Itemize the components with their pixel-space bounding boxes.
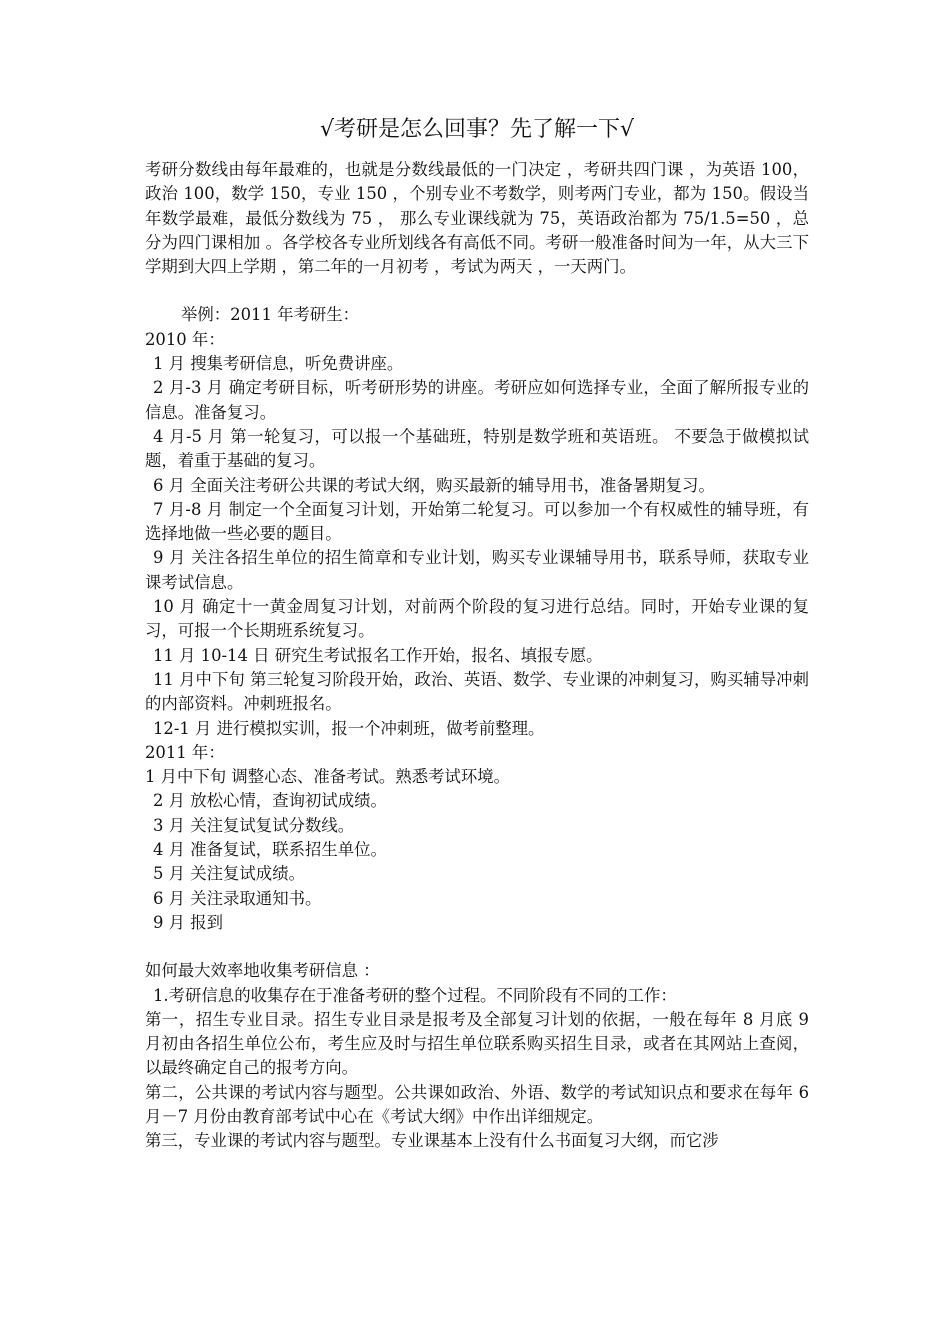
timeline-2011-item: 9 月 报到: [153, 912, 224, 932]
collect-point: 1.考研信息的收集存在于准备考研的整个过程。不同阶段有不同的工作：: [153, 985, 677, 1005]
timeline-2010-item: 1 月 搜集考研信息，听免费讲座。: [153, 354, 404, 374]
intro-paragraph: 考研分数线由每年最难的，也就是分数线最低的一门决定 ，考研共四门课 ，为英语 100，政治 100，数学 150，专业 150 ，个别专业不考数学，则考两门专业，都为 150。假设当年数学最难，最低分数线为 75 ， 那么专业课线就为 75，英语政治都为 75/1.5=50 ，总分为四门课相加 。各学校各专业所划线各有高低不同。考研一般准备时间为一年，从大三下学期到大四上学期 ，第二年的一月初考 ，考试为两天 ，一天两门。: [145, 160, 809, 277]
example-heading: 举例：2011 年考研生：: [181, 305, 360, 325]
timeline-2010-item: 6 月 全面关注考研公共课的考试大纲，购买最新的辅导用书，准备暑期复习。: [153, 475, 715, 495]
timeline-2011-item: 1 月中下旬 调整心态、准备考试。熟悉考试环境。: [145, 767, 511, 787]
timeline-2010-item: 11 月中下旬 第三轮复习阶段开始，政治、英语、数学、专业课的冲刺复习，购买辅导冲刺的内部资料。冲刺班报名。: [145, 669, 809, 714]
timeline-2011-item: 2 月 放松心情，查询初试成绩。: [153, 791, 387, 811]
collect-paragraph: 第三，专业课的考试内容与题型。专业课基本上没有什么书面复习大纲，而它涉: [145, 1131, 719, 1151]
document-page: [145, 112, 809, 1154]
collect-paragraph: 第一，招生专业目录。招生专业目录是报考及全部复习计划的依据，一般在每年 8 月底 9 月初由各招生单位公布，考生应及时与招生单位联系购买招生目录，或者在其网站上查阅，以最终确定自己的报考方向。: [145, 1009, 809, 1078]
year-heading-2011: 2011 年：: [145, 742, 225, 762]
page-title: √考研是怎么回事？先了解一下√: [319, 117, 635, 142]
timeline-2010-item: 9 月 关注各招生单位的招生简章和专业计划，购买专业课辅导用书，联系导师，获取专业课考试信息。: [145, 548, 809, 592]
timeline-2010-item: 7 月-8 月 制定一个全面复习计划，开始第二轮复习。可以参加一个有权威性的辅导班，有选择地做一些必要的题目。: [145, 499, 809, 544]
spacer: [145, 935, 809, 959]
timeline-2010-item: 12-1 月 进行模拟实训，报一个冲刺班，做考前整理。: [153, 718, 545, 738]
timeline-2011-item: 3 月 关注复试复试分数线。: [153, 815, 355, 835]
timeline-2011-item: 6 月 关注录取通知书。: [153, 888, 322, 908]
year-heading-2010: 2010 年：: [145, 329, 225, 349]
collect-paragraph: 第二，公共课的考试内容与题型。公共课如政治、外语、数学的考试知识点和要求在每年 6 月－7 月份由教育部考试中心在《考试大纲》中作出详细规定。: [145, 1082, 809, 1126]
spacer: [145, 279, 809, 303]
timeline-2010-item: 10 月 确定十一黄金周复习计划，对前两个阶段的复习进行总结。同时，开始专业课的复习，可报一个长期班系统复习。: [145, 597, 809, 641]
timeline-2010-item: 4 月-5 月 第一轮复习，可以报一个基础班，特别是数学班和英语班。 不要急于做模拟试题，着重于基础的复习。: [145, 426, 809, 471]
timeline-2010-item: 2 月-3 月 确定考研目标，听考研形势的讲座。考研应如何选择专业，全面了解所报专业的信息。准备复习。: [145, 378, 809, 422]
timeline-2011-item: 4 月 准备复试，联系招生单位。: [153, 840, 387, 860]
timeline-2011-item: 5 月 关注复试成绩。: [153, 864, 305, 884]
timeline-2010-item: 11 月 10-14 日 研究生考试报名工作开始，报名、填报专愿。: [153, 645, 603, 665]
collect-heading: 如何最大效率地收集考研信息 ：: [145, 961, 380, 981]
